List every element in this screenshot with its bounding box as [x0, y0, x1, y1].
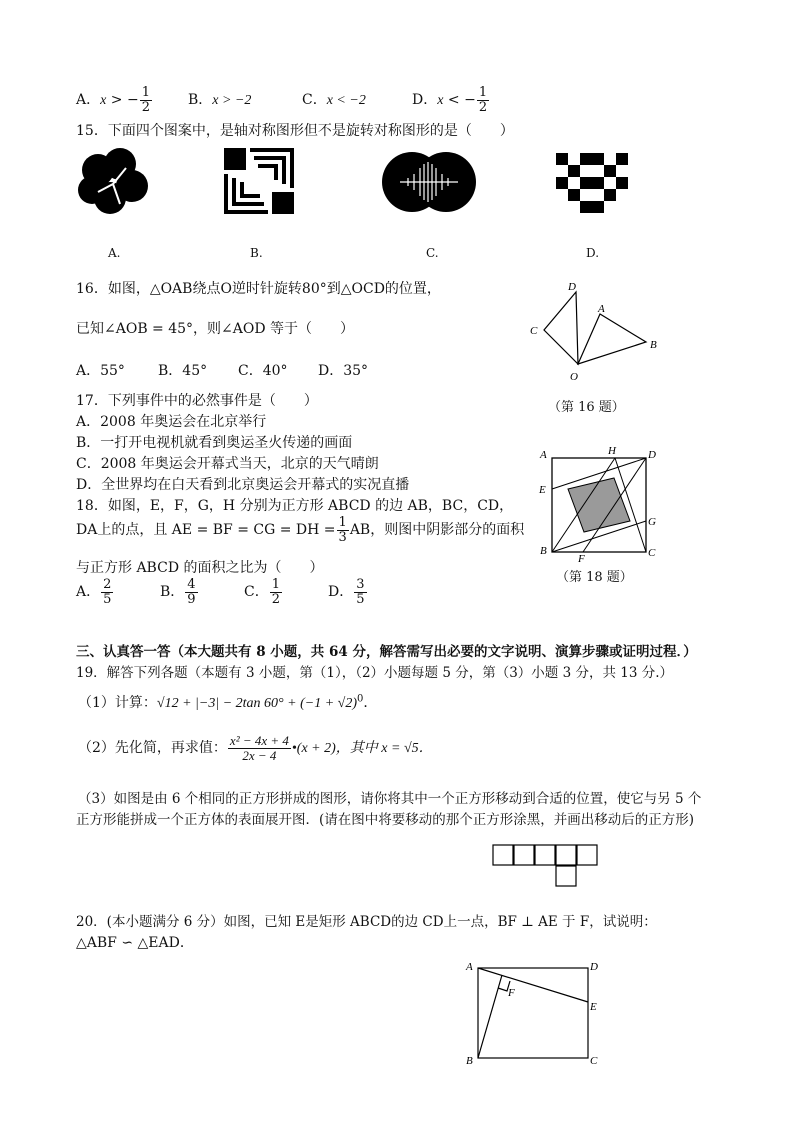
q18-option-c: C． $\frac{1}{2}$ [244, 577, 280, 607]
q18-option-b: B． $\frac{4}{9}$ [160, 577, 196, 607]
q15-label-b: B. [250, 246, 263, 260]
q16-option-a: A．55° [76, 363, 125, 379]
q20-figure [460, 956, 606, 1068]
q15-figure-c [380, 150, 478, 214]
q17-option-c: C．2008 年奥运会开幕式当天，北京的天气晴朗 [76, 456, 379, 472]
q18-line2: DA上的点，且 AE = BF = CG = DH = $\frac{1}{3}$ AB，则图中阴影部分的面积 [76, 515, 525, 545]
q20-line1: 20．(本小题满分 6 分）如图，已知 E是矩形 ABCD的边 CD上一点，BF ⊥ AE 于 F，试说明： [76, 914, 657, 930]
q18-line3: 与正方形 ABCD 的面积之比为（ ） [76, 560, 324, 576]
q16-figure [522, 276, 668, 386]
q15-label-c: C. [426, 246, 439, 260]
q14-option-d: D．x < − $\frac{1}{2}$ [412, 85, 488, 115]
section3-title: 三、认真答一答（本大题共有 8 小题，共 64 分，解答需写出必要的文字说明、演算步骤或证明过程．） [76, 644, 697, 660]
q19-part2: （2）先化简，再求值： $\frac{\text{x² − 4x + 4}}{2x - 4}$ •(x + 2)，其中 x = √5． [78, 733, 433, 763]
q18-point-b: B [540, 545, 547, 557]
q16-point-a: A [598, 303, 605, 315]
q17-stem: 17．下列事件中的必然事件是（ ） [76, 393, 318, 409]
q15-label-d: D. [586, 246, 600, 260]
q18-point-h: H [608, 446, 616, 457]
q16-point-d: D [568, 281, 576, 293]
q18-option-a: A． $\frac{2}{5}$ [76, 577, 112, 607]
q18-point-c: C [648, 547, 656, 559]
q15-label-a: A. [108, 246, 121, 260]
q20-point-a: A [466, 961, 473, 973]
q14-option-b: B．x > −2 [188, 92, 252, 108]
q19-net-figure [492, 844, 604, 888]
q16-point-b: B [650, 339, 657, 351]
q20-point-c: C [590, 1055, 598, 1067]
q18-option-d: D． $\frac{3}{5}$ [328, 577, 365, 607]
q15-figure-d [556, 153, 628, 215]
q20-point-e: E [590, 1001, 597, 1013]
q16-option-c: C．40° [238, 363, 288, 379]
q17-option-b: B．一打开电视机就看到奥运圣火传递的画面 [76, 435, 353, 451]
q16-given: 已知∠AOB = 45°，则∠AOD 等于（ ） [76, 321, 355, 337]
q15-figure-a [76, 146, 150, 216]
q17-option-a: A．2008 年奥运会在北京举行 [76, 414, 267, 430]
q20-line2: △ABF ∽ △EAD． [76, 935, 194, 951]
q16-point-c: C [530, 325, 538, 337]
q18-point-e: E [539, 484, 546, 496]
q16-caption: （第 16 题） [548, 400, 625, 415]
q18-figure [534, 446, 662, 562]
q15-figure-b [224, 148, 294, 214]
q18-point-g: G [648, 516, 656, 528]
q18-point-d: D [648, 449, 656, 461]
q16-option-d: D．35° [318, 363, 369, 379]
q18-point-a: A [540, 449, 547, 461]
q19-stem: 19．解答下列各题（本题有 3 小题，第（1），（2）小题每题 5 分，第（3）小题 3 分，共 13 分.） [76, 665, 674, 681]
q18-caption: （第 18 题） [556, 570, 633, 585]
q20-point-b: B [466, 1055, 473, 1067]
q20-point-d: D [590, 961, 598, 973]
q18-point-f: F [578, 553, 585, 562]
q17-option-d: D．全世界均在白天看到北京奥运会开幕式的实况直播 [76, 477, 410, 493]
q19-part3-line2: 正方形能拼成一个正方体的表面展开图．(请在图中将要移动的那个正方形涂黑，并画出移动后的正方形) [76, 812, 695, 828]
q16-stem: 16．如图，△OAB绕点O逆时针旋转80°到△OCD的位置， [76, 281, 441, 297]
q14-option-a: A．x > − $\frac{1}{2}$ [76, 85, 150, 115]
q20-point-f: F [508, 987, 515, 999]
q15-stem: 15．下面四个图案中，是轴对称图形但不是旋转对称图形的是（ ） [76, 123, 514, 139]
q19-part1: （1）计算：√12 + |−3| − 2tan $60^\circ + (-1 + √2)^0$． [78, 693, 378, 711]
q19-part3-line1: （3）如图是由 6 个相同的正方形拼成的图形，请你将其中一个正方形移动到合适的位置，使它与另 5 个 [78, 791, 702, 807]
q16-option-b: B．45° [158, 363, 208, 379]
q18-stem: 18．如图，E，F，G，H 分别为正方形 ABCD 的边 AB，BC，CD， [76, 498, 514, 514]
q14-option-c: C．x < −2 [302, 92, 366, 108]
q16-point-o: O [570, 371, 578, 383]
